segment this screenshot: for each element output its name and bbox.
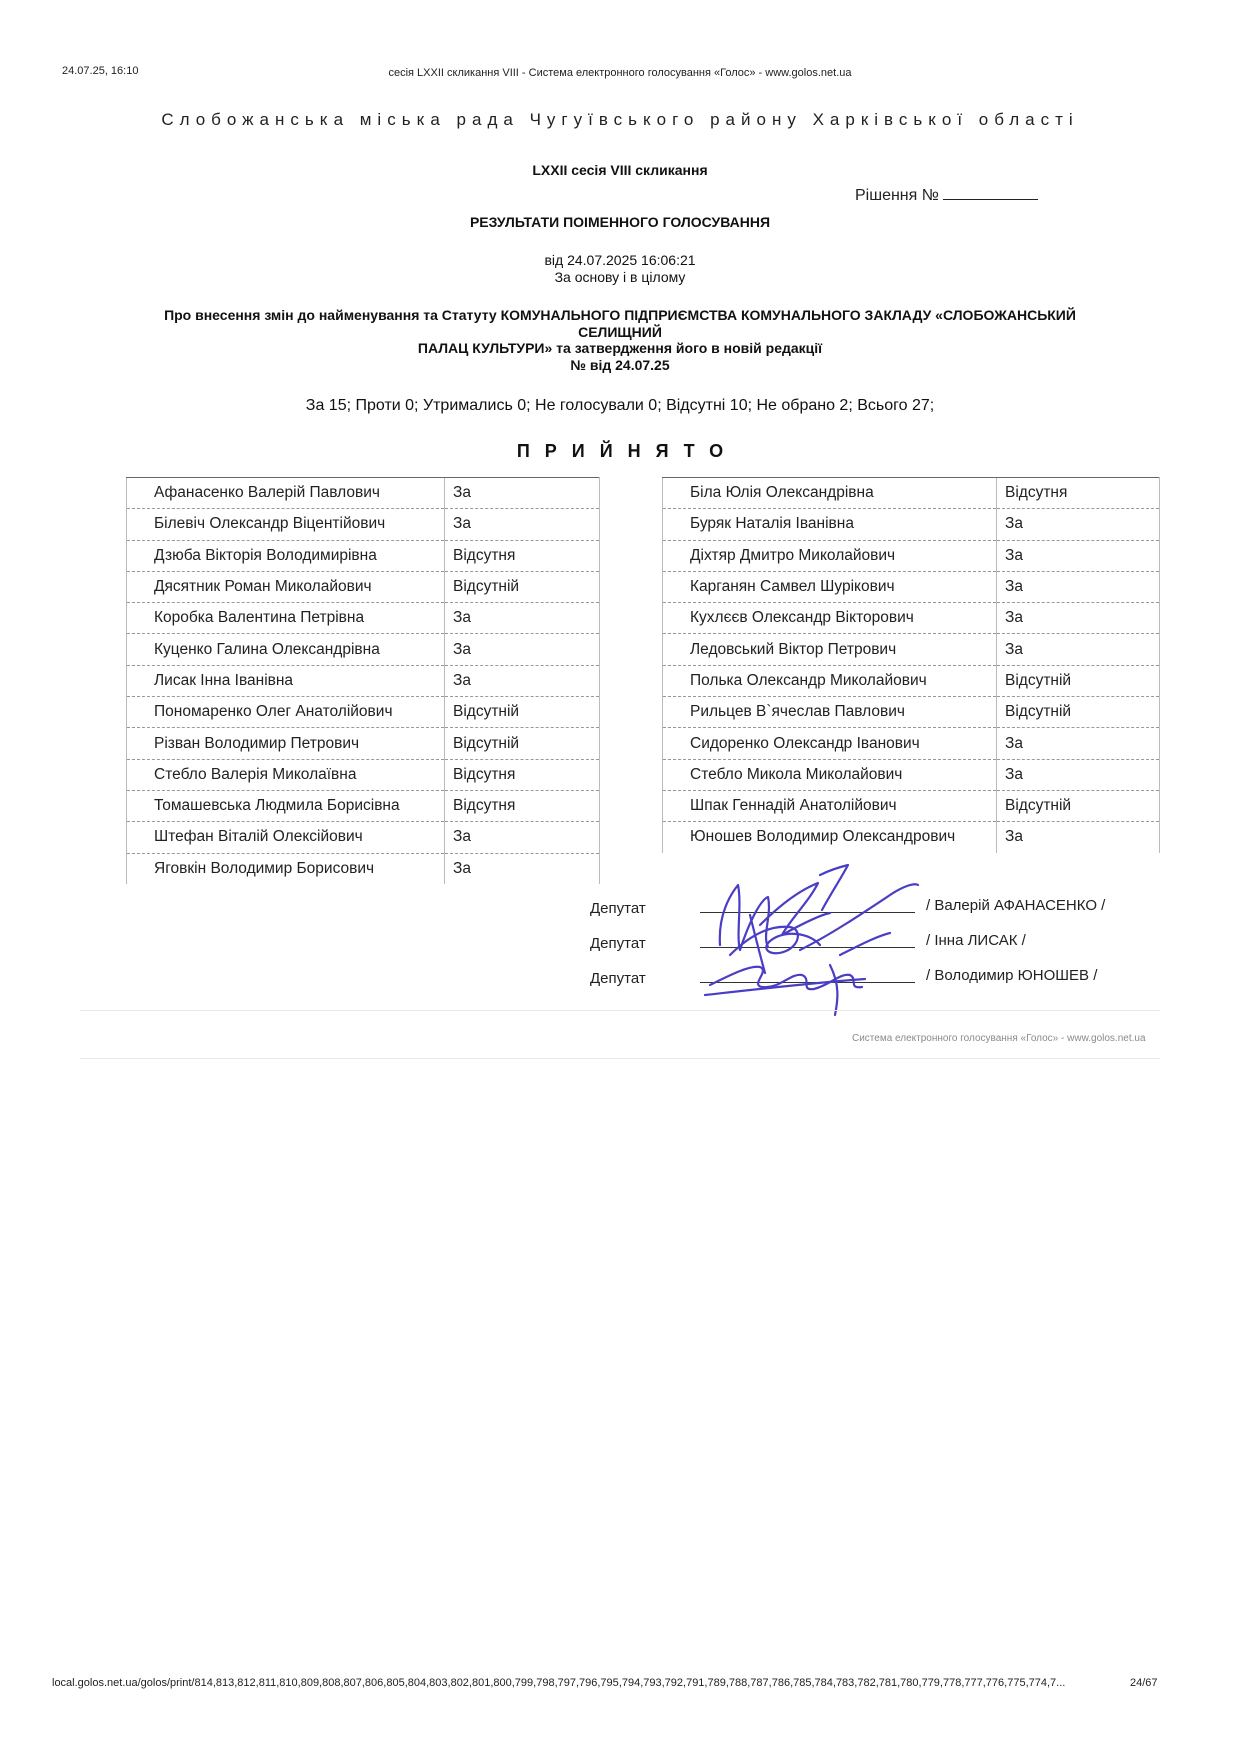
deputy-vote: Відсутній — [445, 571, 600, 602]
vote-row — [663, 509, 1160, 540]
page-number: 24/67 — [1130, 1677, 1158, 1689]
deputy-vote: За — [445, 509, 600, 540]
deputy-name: Афанасенко Валерій Павлович — [127, 478, 445, 509]
deputy-vote: Відсутній — [997, 665, 1160, 696]
deputy-vote: За — [997, 759, 1160, 790]
deputy-vote: За — [445, 478, 600, 509]
votes-table-right — [662, 477, 1160, 853]
signatory-name: / Валерій АФАНАСЕНКО / — [926, 897, 1106, 914]
vote-summary: За 15; Проти 0; Утримались 0; Не голосували 0; Відсутні 10; Не обрано 2; Всього 27; — [305, 397, 935, 414]
vote-row — [663, 822, 1160, 853]
vote-row — [663, 478, 1160, 509]
vote-row — [663, 540, 1160, 571]
deputy-vote: За — [445, 822, 600, 853]
deputy-vote: Відсутня — [445, 540, 600, 571]
votes-table-left — [126, 477, 600, 884]
deputy-name: Сидоренко Олександр Іванович — [663, 728, 997, 759]
deputy-name: Різван Володимир Петрович — [127, 728, 445, 759]
results-title: РЕЗУЛЬТАТИ ПОІМЕННОГО ГОЛОСУВАННЯ — [469, 214, 771, 230]
deputy-vote: Відсутній — [445, 697, 600, 728]
deputy-name: Біла Юлія Олександрівна — [663, 478, 997, 509]
deputy-name: Білевіч Олександр Віцентійович — [127, 509, 445, 540]
print-page-title: сесія LXXII скликання VIII - Система електронного голосування «Голос» - www.golos.net.ua — [388, 67, 852, 79]
vote-row — [663, 634, 1160, 665]
vote-row — [127, 853, 600, 884]
deputy-vote: За — [997, 540, 1160, 571]
deputy-vote: За — [997, 571, 1160, 602]
vote-row — [127, 697, 600, 728]
subject-line: № від 24.07.25 — [570, 356, 670, 373]
vote-row — [127, 478, 600, 509]
vote-row — [127, 603, 600, 634]
decision-number-label: Рішення № — [855, 187, 939, 204]
vote-row — [127, 571, 600, 602]
deputy-name: Яговкін Володимир Борисович — [127, 853, 445, 884]
deputy-vote: Відсутня — [445, 790, 600, 821]
deputy-name: Ледовський Віктор Петрович — [663, 634, 997, 665]
deputy-name: Дясятник Роман Миколайович — [127, 571, 445, 602]
vote-row — [663, 571, 1160, 602]
vote-row — [127, 665, 600, 696]
deputy-vote: За — [997, 728, 1160, 759]
signature-label: Депутат — [590, 935, 646, 952]
result-status: ПРИЙНЯТО — [516, 441, 739, 461]
deputy-vote: За — [997, 822, 1160, 853]
vote-row — [663, 728, 1160, 759]
decision-number-blank — [943, 185, 1038, 200]
vote-row — [127, 759, 600, 790]
vote-row — [127, 509, 600, 540]
vote-row — [127, 790, 600, 821]
deputy-name: Кухлєєв Олександр Вікторович — [663, 603, 997, 634]
vote-basis: За основу і в цілому — [554, 269, 686, 285]
faint-divider — [80, 1058, 1160, 1059]
vote-row — [127, 540, 600, 571]
signatory-name: / Інна ЛИСАК / — [926, 932, 1026, 949]
subject-line: СЕЛИЩНИЙ — [578, 323, 662, 340]
subject-line: Про внесення змін до найменування та Статуту КОМУНАЛЬНОГО ПІДПРИЄМСТВА КОМУНАЛЬНОГО ЗАКЛАДУ «СЛОБОЖАНСЬКИЙ — [164, 307, 1076, 323]
vote-row — [663, 603, 1160, 634]
deputy-name: Шпак Геннадій Анатолійович — [663, 790, 997, 821]
deputy-name: Пономаренко Олег Анатолійович — [127, 697, 445, 728]
deputy-vote: Відсутній — [997, 790, 1160, 821]
deputy-vote: Відсутня — [445, 759, 600, 790]
deputy-name: Буряк Наталія Іванівна — [663, 509, 997, 540]
deputy-name: Карганян Самвел Шурікович — [663, 571, 997, 602]
subject-line: ПАЛАЦ КУЛЬТУРИ» та затвердження його в новій редакції — [417, 340, 823, 356]
deputy-name: Куценко Галина Олександрівна — [127, 634, 445, 665]
deputy-name: Діхтяр Дмитро Миколайович — [663, 540, 997, 571]
deputy-name: Стебло Микола Миколайович — [663, 759, 997, 790]
deputy-vote: Відсутній — [445, 728, 600, 759]
deputy-vote: За — [445, 634, 600, 665]
deputy-name: Полька Олександр Миколайович — [663, 665, 997, 696]
deputy-vote: За — [445, 665, 600, 696]
deputy-name: Стебло Валерія Миколаївна — [127, 759, 445, 790]
deputy-name: Дзюба Вікторія Володимирівна — [127, 540, 445, 571]
deputy-vote: За — [445, 853, 600, 884]
vote-subject — [110, 307, 1130, 373]
vote-row — [663, 697, 1160, 728]
deputy-vote: За — [997, 603, 1160, 634]
signatory-name: / Володимир ЮНОШЕВ / — [926, 967, 1098, 984]
signature-label: Депутат — [590, 970, 646, 987]
deputy-name: Юношев Володимир Олександрович — [663, 822, 997, 853]
vote-row — [663, 790, 1160, 821]
deputy-name: Томашевська Людмила Борисівна — [127, 790, 445, 821]
vote-row — [127, 822, 600, 853]
footer-system-text: Система електронного голосування «Голос» - www.golos.net.ua — [852, 1033, 1146, 1044]
faint-divider — [80, 1010, 1160, 1011]
vote-row — [663, 759, 1160, 790]
deputy-vote: За — [997, 634, 1160, 665]
deputy-vote: Відсутній — [997, 697, 1160, 728]
deputy-vote: За — [997, 509, 1160, 540]
vote-datetime: від 24.07.2025 16:06:21 — [544, 252, 696, 268]
deputy-name: Штефан Віталій Олексійович — [127, 822, 445, 853]
deputy-name: Рильцев В`ячеслав Павлович — [663, 697, 997, 728]
deputy-name: Коробка Валентина Петрівна — [127, 603, 445, 634]
deputy-vote: Відсутня — [997, 478, 1160, 509]
decision-number — [855, 185, 1038, 205]
council-name: Слобожанська міська рада Чугуївського району Харківської області — [161, 110, 1079, 129]
print-url: local.golos.net.ua/golos/print/814,813,812,811,810,809,808,807,806,805,804,803,802,801,800,799,798,797,796,795,794,793,792,791,789,788,787,786,785,784,783,782,781,780,779,778,777,776,775,774,7... — [52, 1677, 1066, 1689]
print-datetime: 24.07.25, 16:10 — [62, 65, 139, 77]
deputy-vote: За — [445, 603, 600, 634]
vote-row — [127, 728, 600, 759]
session-title: LXXII сесія VIII скликання — [532, 162, 708, 178]
signature-label: Депутат — [590, 900, 646, 917]
deputy-name: Лисак Інна Іванівна — [127, 665, 445, 696]
vote-row — [127, 634, 600, 665]
vote-row — [663, 665, 1160, 696]
handwritten-signatures — [690, 855, 940, 1025]
